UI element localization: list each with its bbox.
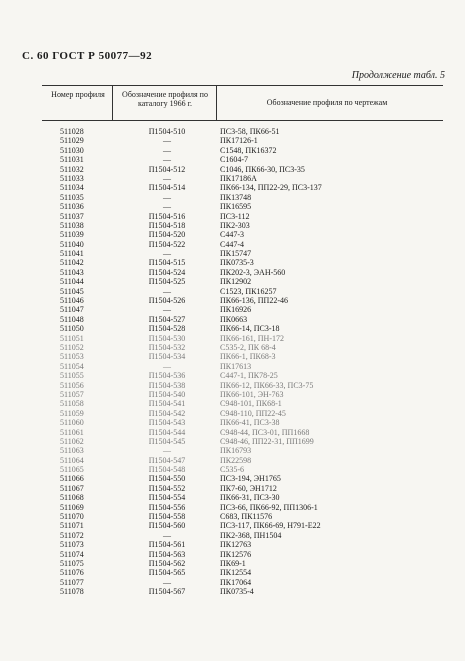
table-row: [0, 136, 465, 145]
table-row: [0, 559, 465, 568]
catalog-designation-cell: П1504-565: [148, 568, 186, 578]
catalog-designation-cell: —: [163, 286, 171, 296]
profile-number-cell: 511040: [60, 239, 84, 249]
catalog-designation-cell: —: [163, 155, 171, 165]
column-header-catalog-1966: Обозначение профиля по каталогу 1966 г.: [122, 90, 208, 108]
table-top-rule: [42, 85, 443, 86]
profile-number-cell: 511072: [60, 530, 84, 540]
table-row: [0, 521, 465, 530]
table-row: [0, 277, 465, 286]
catalog-designation-cell: П1504-538: [148, 380, 186, 390]
table-row: [0, 587, 465, 596]
catalog-designation-cell: —: [163, 577, 171, 587]
catalog-designation-cell: П1504-550: [148, 474, 186, 484]
drawing-designation-cell: ПК66-136, ПП22-46: [220, 296, 288, 306]
column-divider: [112, 85, 113, 120]
catalog-designation-cell: П1504-522: [148, 239, 186, 249]
profile-number-cell: 511043: [60, 267, 84, 277]
drawing-designation-cell: ПС3-112: [220, 211, 250, 221]
catalog-designation-cell: П1504-542: [148, 408, 186, 418]
drawing-designation-cell: ПК13748: [220, 192, 252, 202]
profile-number-cell: 511048: [60, 314, 84, 324]
profile-number-cell: 511058: [60, 399, 84, 409]
drawing-designation-cell: С447-3: [220, 230, 244, 240]
catalog-designation-cell: П1504-543: [148, 418, 186, 428]
table-body: [0, 127, 465, 597]
catalog-designation-cell: П1504-556: [148, 502, 186, 512]
profile-number-cell: 511033: [60, 173, 84, 183]
drawing-designation-cell: С447-1, ПК78-25: [220, 371, 278, 381]
drawing-designation-cell: С535-2, ПК 68-4: [220, 342, 276, 352]
profile-number-cell: 511075: [60, 558, 84, 568]
catalog-designation-cell: П1504-515: [148, 258, 186, 268]
profile-number-cell: 511051: [60, 333, 84, 343]
catalog-designation-cell: —: [163, 305, 171, 315]
profile-number-cell: 511071: [60, 521, 84, 531]
catalog-designation-cell: П1504-552: [148, 483, 186, 493]
table-row: [0, 540, 465, 549]
profile-number-cell: 511061: [60, 427, 84, 437]
catalog-designation-cell: П1504-527: [148, 314, 186, 324]
catalog-designation-cell: —: [163, 173, 171, 183]
profile-number-cell: 511050: [60, 324, 84, 334]
catalog-designation-cell: П1504-544: [148, 427, 186, 437]
table-row: [0, 155, 465, 164]
table-row: [0, 268, 465, 277]
drawing-designation-cell: С948-110, ПП22-45: [220, 408, 286, 418]
drawing-designation-cell: ПС3-117, ПК66-69, Н791-Е22: [220, 521, 321, 531]
profile-number-cell: 511041: [60, 249, 84, 259]
catalog-designation-cell: П1504-548: [148, 465, 186, 475]
drawing-designation-cell: ПК17186А: [220, 173, 257, 183]
profile-number-cell: 511030: [60, 145, 84, 155]
table-header-rule: [42, 120, 443, 121]
table-row: [0, 550, 465, 559]
profile-number-cell: 511056: [60, 380, 84, 390]
drawing-designation-cell: ПС3-58, ПК66-51: [220, 127, 280, 136]
table-row: [0, 484, 465, 493]
catalog-designation-cell: —: [163, 530, 171, 540]
profile-number-cell: 511034: [60, 183, 84, 193]
drawing-designation-cell: ПК0735-3: [220, 258, 254, 268]
table-row: [0, 174, 465, 183]
table-row: [0, 343, 465, 352]
profile-number-cell: 511064: [60, 455, 84, 465]
catalog-designation-cell: —: [163, 192, 171, 202]
drawing-designation-cell: С948-44, ПС3-01, ПП1668: [220, 427, 310, 437]
drawing-designation-cell: ПК66-31, ПС3-30: [220, 493, 280, 503]
table-row: [0, 287, 465, 296]
catalog-designation-cell: П1504-526: [148, 296, 186, 306]
profile-number-cell: 511077: [60, 577, 84, 587]
profile-number-cell: 511031: [60, 155, 84, 165]
table-row: [0, 465, 465, 474]
table-row: [0, 352, 465, 361]
drawing-designation-cell: С1604-7: [220, 155, 248, 165]
catalog-designation-cell: П1504-516: [148, 211, 186, 221]
table-row: [0, 371, 465, 380]
profile-number-cell: 511042: [60, 258, 84, 268]
profile-number-cell: 511054: [60, 361, 84, 371]
table-row: [0, 446, 465, 455]
table-row: [0, 305, 465, 314]
drawing-designation-cell: ПК2-303: [220, 220, 250, 230]
profile-number-cell: 511073: [60, 540, 84, 550]
table-row: [0, 578, 465, 587]
profile-number-cell: 511046: [60, 296, 84, 306]
catalog-designation-cell: П1504-541: [148, 399, 186, 409]
drawing-designation-cell: ПК69-1: [220, 558, 246, 568]
table-row: [0, 381, 465, 390]
catalog-designation-cell: П1504-540: [148, 389, 186, 399]
catalog-designation-cell: —: [163, 361, 171, 371]
table-row: [0, 418, 465, 427]
catalog-designation-cell: П1504-561: [148, 540, 186, 550]
drawing-designation-cell: С948-101, ПК68-1: [220, 399, 282, 409]
catalog-designation-cell: П1504-536: [148, 371, 186, 381]
table-row: [0, 568, 465, 577]
table-row: [0, 474, 465, 483]
profile-number-cell: 511074: [60, 549, 84, 559]
catalog-designation-cell: П1504-524: [148, 267, 186, 277]
table-row: [0, 193, 465, 202]
table-row: [0, 258, 465, 267]
drawing-designation-cell: ПК66-1, ПК68-3: [220, 352, 276, 362]
table-row: [0, 390, 465, 399]
catalog-designation-cell: П1504-547: [148, 455, 186, 465]
profile-number-cell: 511059: [60, 408, 84, 418]
profile-number-cell: 511037: [60, 211, 84, 221]
catalog-designation-cell: П1504-534: [148, 352, 186, 362]
drawing-designation-cell: ПК16595: [220, 202, 252, 212]
column-header-profile-number: Номер профиля: [51, 90, 105, 99]
profile-number-cell: 511069: [60, 502, 84, 512]
drawing-designation-cell: С1046, ПК66-30, ПС3-35: [220, 164, 305, 174]
drawing-designation-cell: ПС3-194, ЭН1765: [220, 474, 281, 484]
drawing-designation-cell: С948-46, ПП22-31, ПП1699: [220, 436, 314, 446]
drawing-designation-cell: ПК15747: [220, 249, 252, 259]
profile-number-cell: 511066: [60, 474, 84, 484]
table-row: [0, 334, 465, 343]
profile-number-cell: 511028: [60, 127, 84, 136]
profile-number-cell: 511070: [60, 512, 84, 522]
profile-number-cell: 511062: [60, 436, 84, 446]
catalog-designation-cell: П1504-520: [148, 230, 186, 240]
table-row: [0, 437, 465, 446]
table-row: [0, 409, 465, 418]
profile-number-cell: 511039: [60, 230, 84, 240]
drawing-designation-cell: ПК12554: [220, 568, 252, 578]
catalog-designation-cell: П1504-562: [148, 558, 186, 568]
table-row: [0, 296, 465, 305]
profile-number-cell: 511047: [60, 305, 84, 315]
catalog-designation-cell: П1504-567: [148, 587, 186, 597]
profile-number-cell: 511053: [60, 352, 84, 362]
drawing-designation-cell: ПК66-134, ПП22-29, ПС3-137: [220, 183, 322, 193]
profile-number-cell: 511065: [60, 465, 84, 475]
catalog-designation-cell: —: [163, 145, 171, 155]
drawing-designation-cell: ПК66-101, ЭН-763: [220, 389, 284, 399]
profile-number-cell: 511052: [60, 342, 84, 352]
catalog-designation-cell: П1504-560: [148, 521, 186, 531]
drawing-designation-cell: С535-6: [220, 465, 244, 475]
profile-number-cell: 511063: [60, 446, 84, 456]
table-row: [0, 456, 465, 465]
drawing-designation-cell: С1548, ПК16372: [220, 145, 277, 155]
drawing-designation-cell: ПК7-60, ЭН1712: [220, 483, 277, 493]
drawing-designation-cell: ПК66-161, ПН-172: [220, 333, 284, 343]
profile-number-cell: 511029: [60, 136, 84, 146]
catalog-designation-cell: П1504-554: [148, 493, 186, 503]
table-row: [0, 512, 465, 521]
table-row: [0, 230, 465, 239]
table-row: [0, 240, 465, 249]
catalog-designation-cell: П1504-545: [148, 436, 186, 446]
profile-number-cell: 511036: [60, 202, 84, 212]
column-divider: [216, 85, 217, 120]
table-row: [0, 249, 465, 258]
profile-number-cell: 511045: [60, 286, 84, 296]
catalog-designation-cell: П1504-530: [148, 333, 186, 343]
profile-number-cell: 511078: [60, 587, 84, 597]
column-header-drawing-designation: Обозначение профиля по чертежам: [266, 98, 388, 107]
drawing-designation-cell: ПК66-14, ПС3-18: [220, 324, 280, 334]
catalog-designation-cell: П1504-558: [148, 512, 186, 522]
table-row: [0, 315, 465, 324]
table-row: [0, 399, 465, 408]
profile-number-cell: 511044: [60, 277, 84, 287]
table-row: [0, 493, 465, 502]
drawing-designation-cell: ПК12763: [220, 540, 252, 550]
profile-number-cell: 511038: [60, 220, 84, 230]
catalog-designation-cell: П1504-532: [148, 342, 186, 352]
table-row: [0, 202, 465, 211]
drawing-designation-cell: ПК12902: [220, 277, 252, 287]
profile-number-cell: 511057: [60, 389, 84, 399]
drawing-designation-cell: ПК16926: [220, 305, 252, 315]
drawing-designation-cell: ПК22598: [220, 455, 252, 465]
drawing-designation-cell: ПК17613: [220, 361, 252, 371]
catalog-designation-cell: —: [163, 136, 171, 146]
catalog-designation-cell: П1504-528: [148, 324, 186, 334]
profile-number-cell: 511067: [60, 483, 84, 493]
table-row: [0, 146, 465, 155]
drawing-designation-cell: С447-4: [220, 239, 244, 249]
catalog-designation-cell: —: [163, 446, 171, 456]
drawing-designation-cell: ПК202-3, ЭАН-560: [220, 267, 286, 277]
table-row: [0, 212, 465, 221]
catalog-designation-cell: П1504-512: [148, 164, 186, 174]
drawing-designation-cell: ПК0735-4: [220, 587, 254, 597]
table-row: [0, 503, 465, 512]
catalog-designation-cell: П1504-510: [148, 127, 186, 136]
drawing-designation-cell: ПК16793: [220, 446, 252, 456]
table-row: [0, 362, 465, 371]
drawing-designation-cell: ПК2-368, ПН1504: [220, 530, 282, 540]
drawing-designation-cell: ПК17064: [220, 577, 252, 587]
drawing-designation-cell: ПК66-41, ПС3-38: [220, 418, 280, 428]
catalog-designation-cell: П1504-525: [148, 277, 186, 287]
drawing-designation-cell: С683, ПК11576: [220, 512, 273, 522]
profile-number-cell: 511068: [60, 493, 84, 503]
table-row: [0, 324, 465, 333]
table-row: [0, 165, 465, 174]
catalog-designation-cell: П1504-514: [148, 183, 186, 193]
table-row: [0, 221, 465, 230]
catalog-designation-cell: П1504-563: [148, 549, 186, 559]
drawing-designation-cell: ПК12576: [220, 549, 252, 559]
catalog-designation-cell: —: [163, 249, 171, 259]
table-continuation-label: Продолжение табл. 5: [351, 70, 445, 81]
table-row: [0, 127, 465, 136]
drawing-designation-cell: ПК66-12, ПК66-33, ПС3-75: [220, 380, 314, 390]
table-row: [0, 183, 465, 192]
catalog-designation-cell: —: [163, 202, 171, 212]
profile-number-cell: 511032: [60, 164, 84, 174]
drawing-designation-cell: ПК17126-1: [220, 136, 258, 146]
profile-number-cell: 511055: [60, 371, 84, 381]
catalog-designation-cell: П1504-518: [148, 220, 186, 230]
drawing-designation-cell: С1523, ПК16257: [220, 286, 277, 296]
profile-number-cell: 511076: [60, 568, 84, 578]
profile-number-cell: 511060: [60, 418, 84, 428]
drawing-designation-cell: ПК0663: [220, 314, 248, 324]
profile-number-cell: 511035: [60, 192, 84, 202]
page-label: С. 60 ГОСТ Р 50077—92: [22, 50, 153, 62]
table-row: [0, 428, 465, 437]
table-row: [0, 531, 465, 540]
drawing-designation-cell: ПС3-66, ПК66-92, ПП1306-1: [220, 502, 318, 512]
